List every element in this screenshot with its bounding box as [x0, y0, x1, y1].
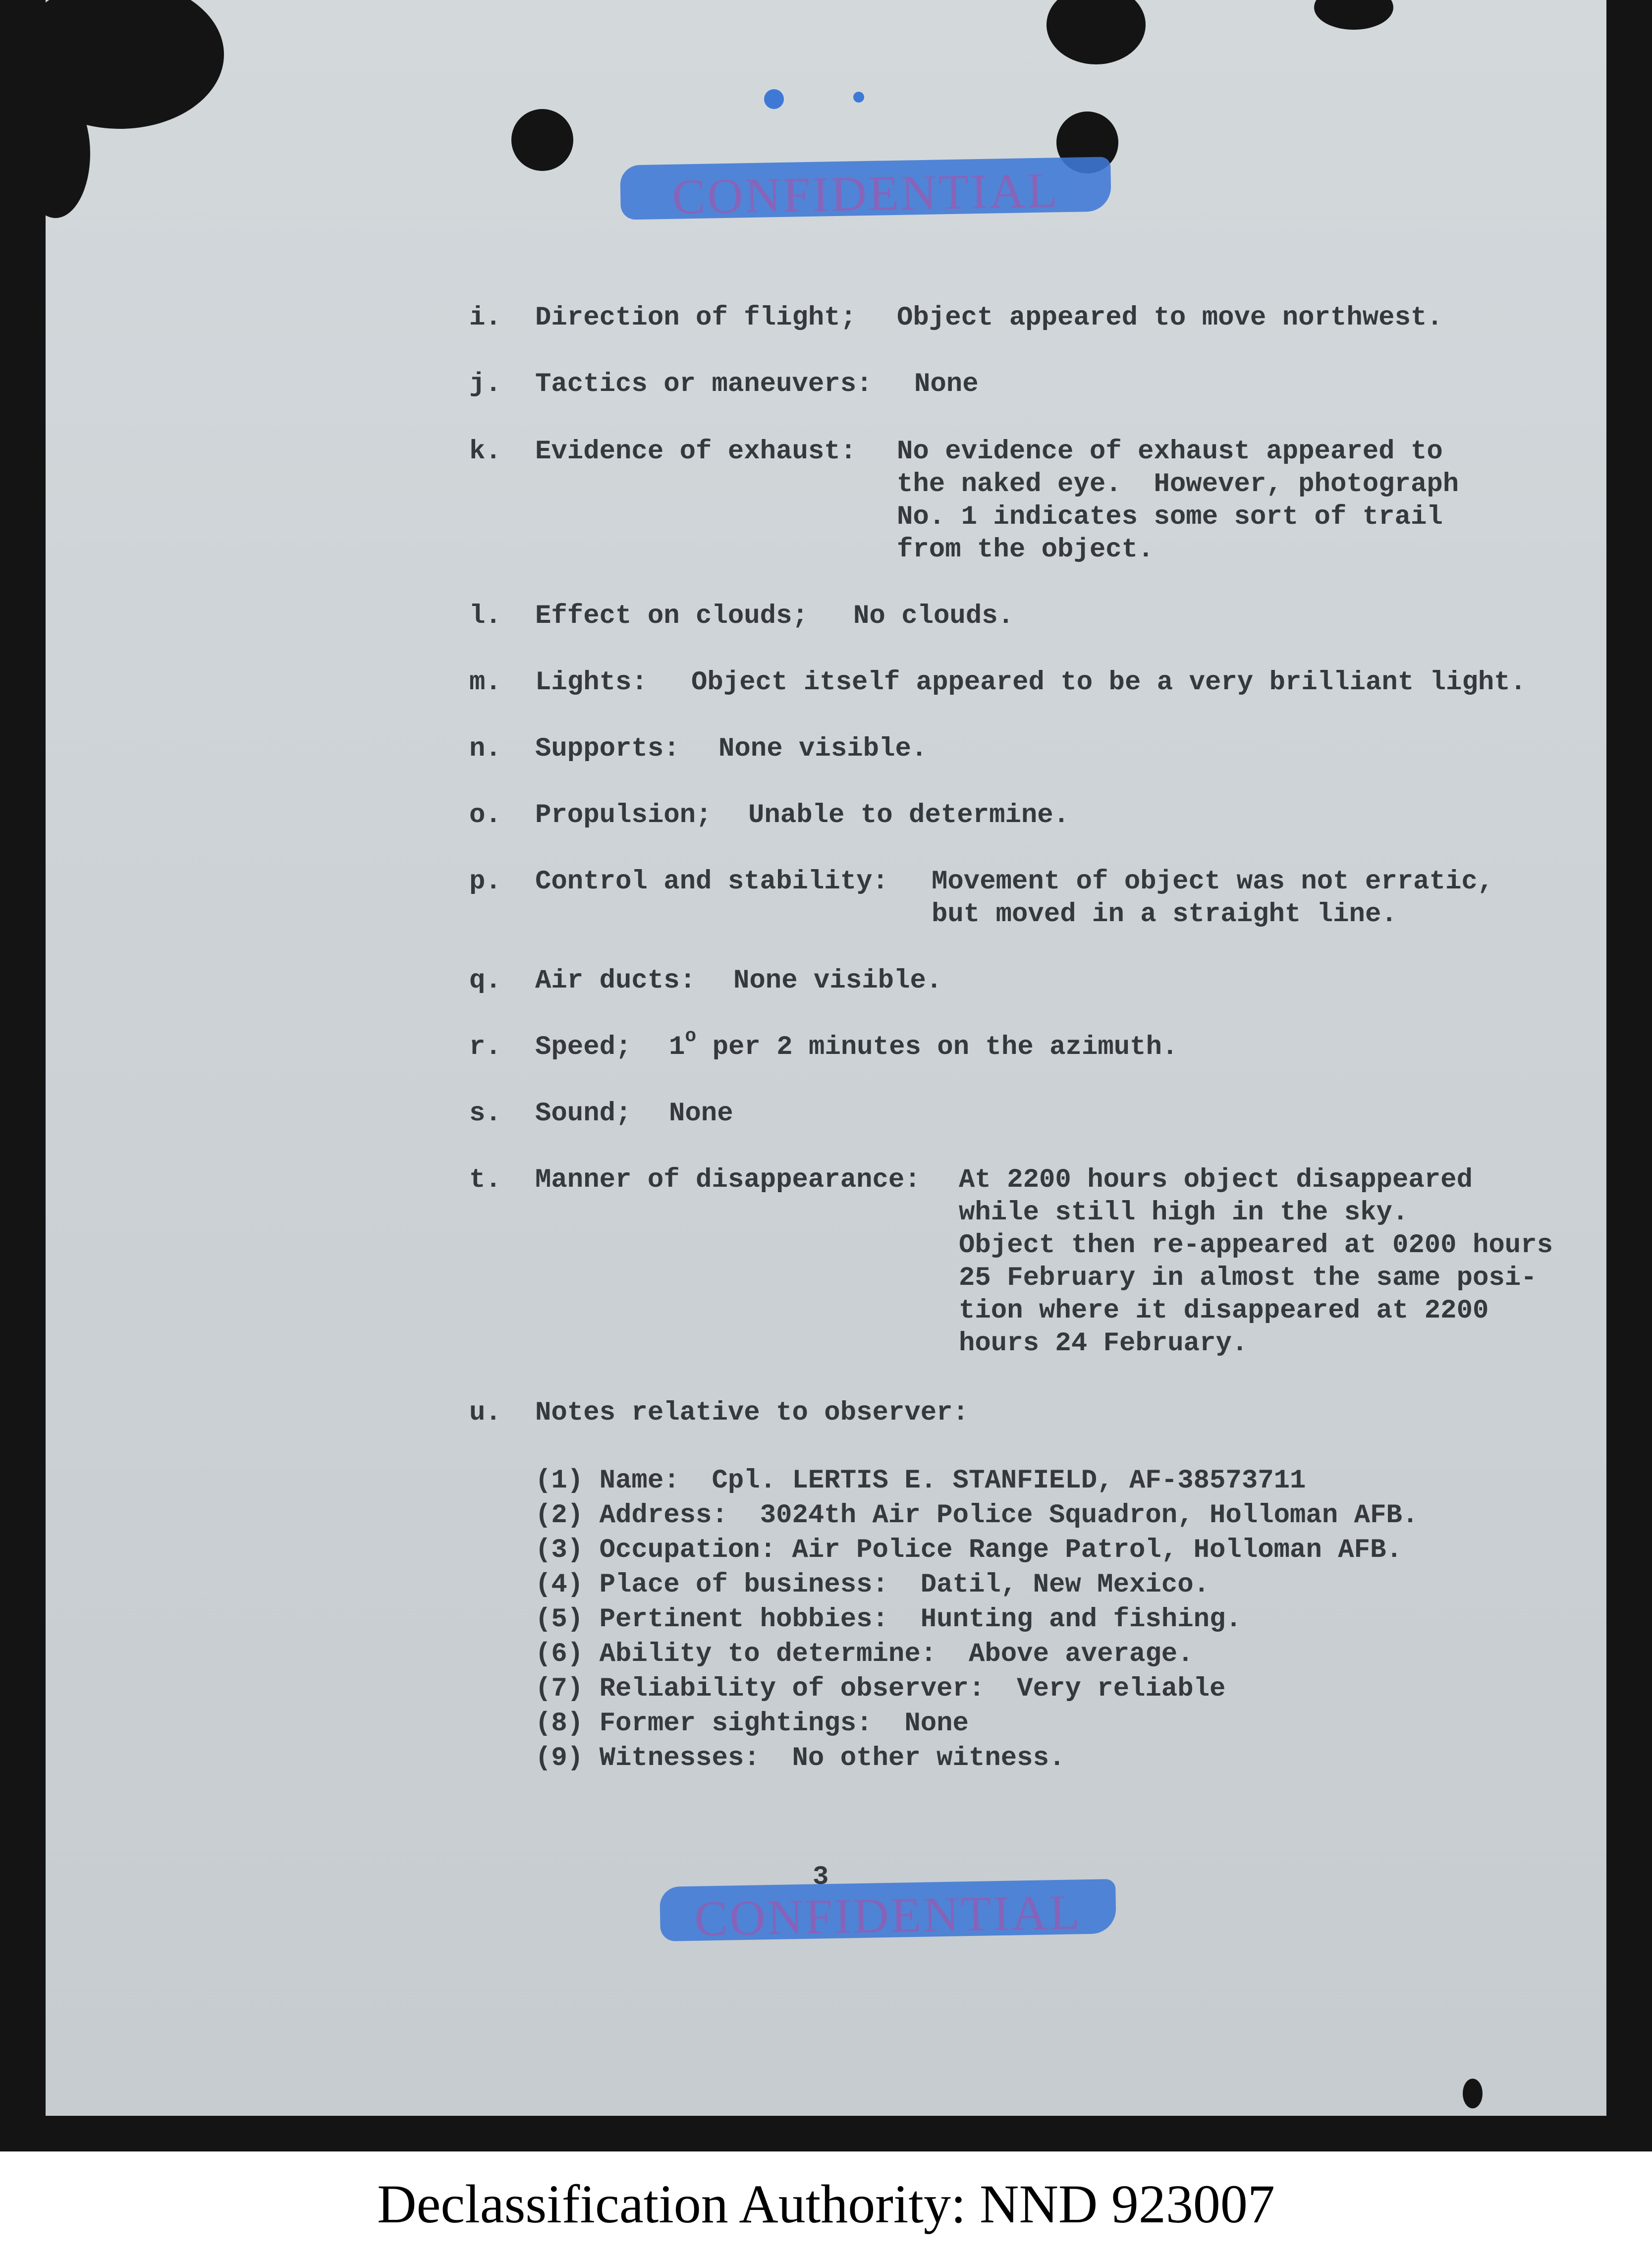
item-label: Evidence of exhaust:: [535, 437, 857, 467]
item-letter: k.: [469, 437, 501, 467]
torn-corner-right: [1046, 0, 1146, 64]
item-letter: u.: [469, 1398, 501, 1428]
item-label: Effect on clouds;: [535, 601, 808, 631]
item-letter: l.: [469, 601, 501, 631]
observer-note: (3) Occupation: Air Police Range Patrol, Holloman AFB.: [535, 1535, 1402, 1565]
torn-top-right: [1314, 0, 1393, 30]
item-letter: n.: [469, 734, 501, 764]
item-label: Control and stability:: [535, 867, 888, 897]
item-label: Sound;: [535, 1099, 632, 1129]
observer-note: (9) Witnesses: No other witness.: [535, 1743, 1065, 1773]
speed-number: 1: [669, 1032, 685, 1062]
speed-rate: per 2 minutes on the azimuth.: [712, 1032, 1178, 1062]
item-value-line: hours 24 February.: [959, 1328, 1248, 1359]
item-value-line: Movement of object was not erratic,: [932, 867, 1494, 897]
observer-note: (2) Address: 3024th Air Police Squadron, Holloman AFB.: [535, 1500, 1419, 1531]
stamp-confidential-top: [620, 157, 1111, 224]
item-value: None visible.: [733, 966, 942, 996]
item-label: Speed;: [535, 1032, 632, 1062]
item-value-line: but moved in a straight line.: [932, 899, 1397, 930]
item-label: Direction of flight;: [535, 303, 857, 333]
item-letter: r.: [469, 1032, 501, 1062]
degree-sign: o: [685, 1026, 697, 1047]
item-label: Notes relative to observer:: [535, 1398, 969, 1428]
item-letter: j.: [469, 369, 501, 399]
item-value-line: 25 February in almost the same posi-: [959, 1263, 1537, 1293]
item-value-line: No evidence of exhaust appeared to: [897, 437, 1443, 467]
item-value: Object itself appeared to be a very brilliant light.: [691, 667, 1527, 698]
item-label: Air ducts:: [535, 966, 696, 996]
page-number: 3: [813, 1862, 829, 1892]
item-value: Object appeared to move northwest.: [897, 303, 1443, 333]
item-label: Propulsion;: [535, 800, 712, 830]
observer-note: (8) Former sightings: None: [535, 1708, 969, 1739]
item-value: None: [669, 1099, 733, 1129]
item-letter: m.: [469, 667, 501, 698]
ink-spot: [764, 89, 784, 109]
item-value-line: from the object.: [897, 535, 1154, 565]
item-value-line: Object then re-appeared at 0200 hours: [959, 1230, 1553, 1261]
item-letter: i.: [469, 303, 501, 333]
observer-note: (6) Ability to determine: Above average.: [535, 1639, 1194, 1669]
observer-note: (4) Place of business: Datil, New Mexico.: [535, 1570, 1210, 1600]
item-value-line: No. 1 indicates some sort of trail: [897, 502, 1443, 532]
item-value: No clouds.: [853, 601, 1014, 631]
item-letter: s.: [469, 1099, 501, 1129]
item-value: None: [914, 369, 979, 399]
observer-note: (1) Name: Cpl. LERTIS E. STANFIELD, AF-38573711: [535, 1466, 1306, 1496]
item-letter: o.: [469, 800, 501, 830]
stamp-text: CONFIDENTIAL: [671, 163, 1060, 224]
item-value-line: the naked eye. However, photograph: [897, 469, 1459, 499]
observer-note: (7) Reliability of observer: Very reliable: [535, 1674, 1226, 1704]
ink-spot: [853, 92, 864, 103]
stamp-confidential-bottom: [660, 1879, 1116, 1946]
item-value: None visible.: [718, 734, 928, 764]
item-label: Manner of disappearance:: [535, 1165, 921, 1195]
stamp-text: CONFIDENTIAL: [694, 1884, 1082, 1946]
item-letter: q.: [469, 966, 501, 996]
observer-note: (5) Pertinent hobbies: Hunting and fishing.: [535, 1604, 1242, 1635]
item-letter: p.: [469, 867, 501, 897]
item-letter: t.: [469, 1165, 501, 1195]
item-value-line: At 2200 hours object disappeared: [959, 1165, 1473, 1195]
item-value: Unable to determine.: [748, 800, 1070, 830]
document-page: [46, 0, 1606, 2116]
declassification-authority: Declassification Authority: NND 923007: [377, 2174, 1275, 2234]
torn-mark-bottom-right: [1463, 2079, 1483, 2108]
item-value-line: while still high in the sky.: [959, 1198, 1409, 1228]
speed-value: [669, 1026, 1178, 1066]
item-label: Lights:: [535, 667, 648, 698]
item-label: Supports:: [535, 734, 680, 764]
item-label: Tactics or maneuvers:: [535, 369, 873, 399]
punch-hole-left: [511, 109, 573, 171]
torn-edge-left: [21, 89, 90, 218]
item-value-line: tion where it disappeared at 2200: [959, 1296, 1489, 1326]
